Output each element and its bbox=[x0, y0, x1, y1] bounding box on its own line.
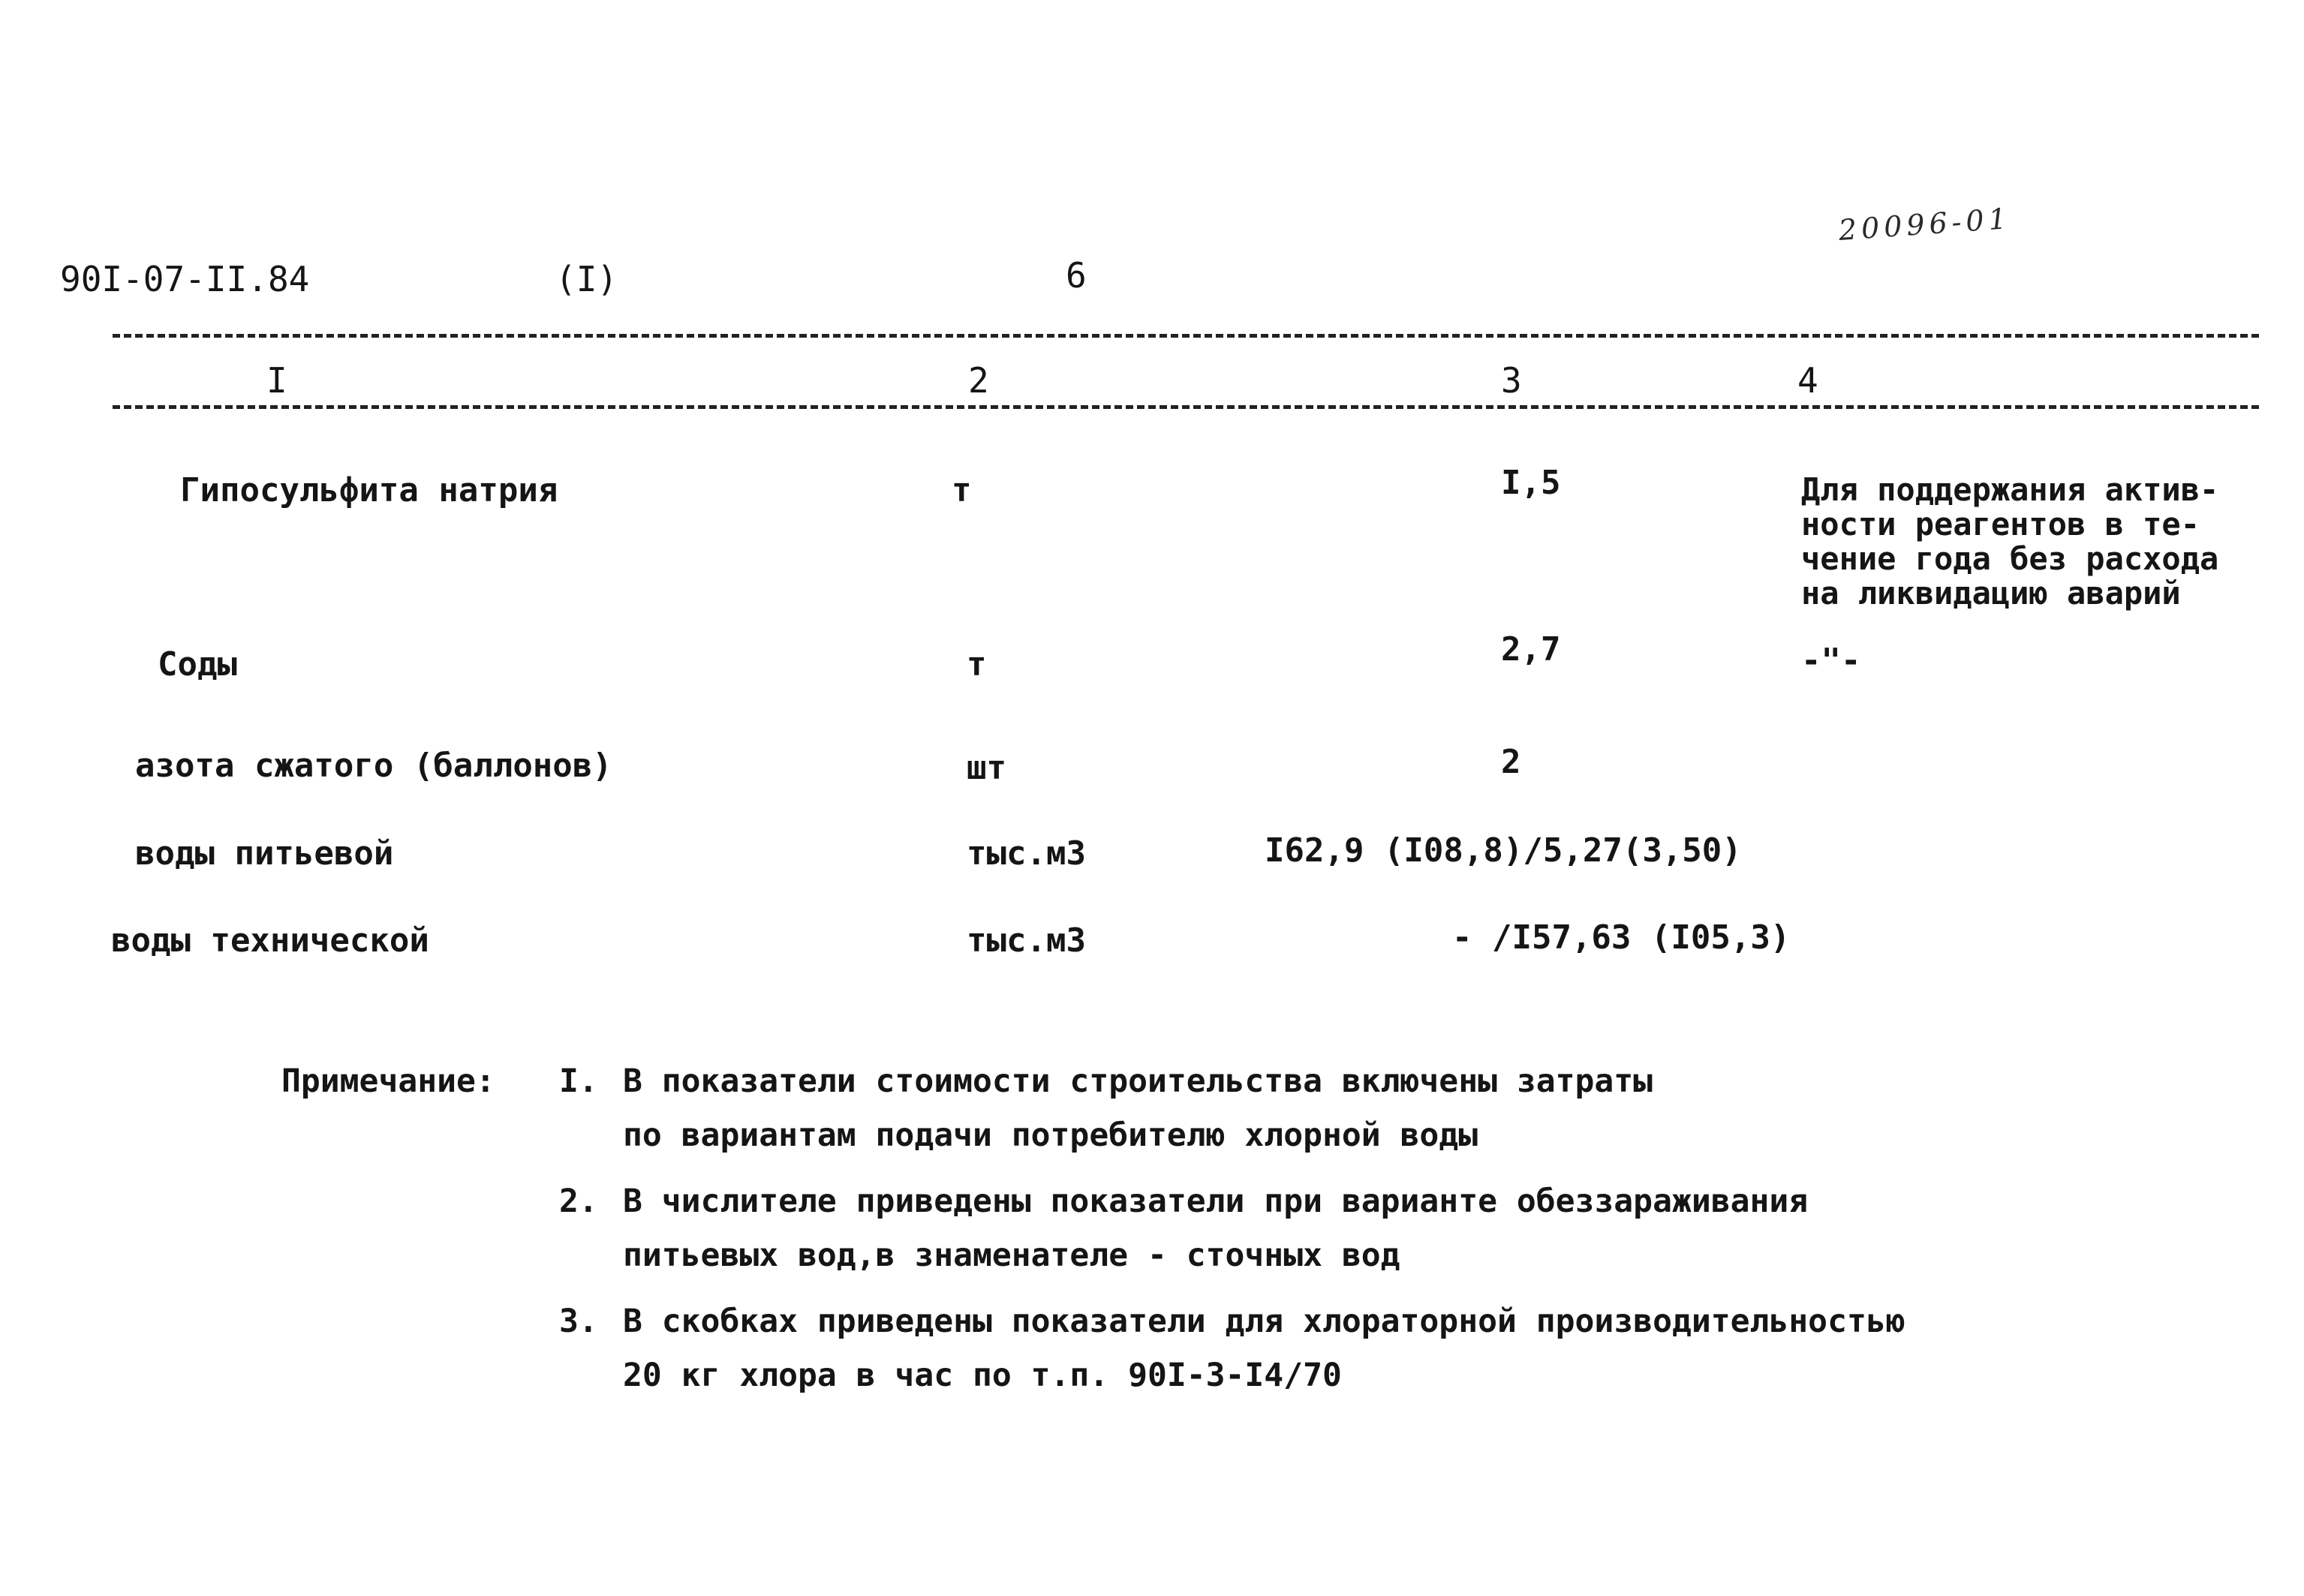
remark-line: на ликвидацию аварий bbox=[1801, 575, 2181, 612]
row-value: 2,7 bbox=[1501, 630, 1561, 669]
note-line: питьевых вод,в знаменателе - сточных вод bbox=[623, 1237, 1400, 1274]
column-number-2: 2 bbox=[968, 360, 989, 401]
row-value: 2 bbox=[1501, 743, 1521, 781]
row-remark bbox=[1801, 473, 2218, 611]
handwritten-stamp: 20096-01 bbox=[1837, 202, 2013, 247]
row-value: I,5 bbox=[1501, 464, 1561, 502]
row-name: азота сжатого (баллонов) bbox=[135, 747, 612, 785]
row-value: I62,9 (I08,8)/5,27(3,50) bbox=[1265, 831, 1742, 870]
note-number: 2. bbox=[559, 1183, 598, 1220]
document-code: 90I-07-II.84 bbox=[60, 259, 310, 299]
row-unit: т bbox=[952, 471, 972, 509]
note-line: В числителе приведены показатели при варианте обеззараживания bbox=[623, 1183, 1809, 1220]
column-number-3: 3 bbox=[1501, 360, 1522, 401]
remark-line: ности реагентов в те- bbox=[1801, 506, 2200, 543]
column-number-1: I bbox=[266, 360, 287, 401]
row-unit: шт bbox=[967, 749, 1006, 787]
section-number: (I) bbox=[555, 259, 618, 299]
row-unit: тыс.м3 bbox=[967, 834, 1086, 873]
row-name: воды питьевой bbox=[135, 834, 394, 873]
row-unit: т bbox=[967, 645, 987, 684]
row-unit: тыс.м3 bbox=[967, 921, 1086, 960]
notes-label: Примечание: bbox=[281, 1062, 495, 1100]
note-number: I. bbox=[559, 1062, 598, 1100]
note-line: по вариантам подачи потребителю хлорной воды bbox=[623, 1117, 1478, 1154]
row-value: - /I57,63 (I05,3) bbox=[1452, 918, 1791, 957]
page-number: 6 bbox=[1066, 255, 1087, 296]
row-remark-ditto: -"- bbox=[1801, 642, 1861, 680]
remark-line: чение года без расхода bbox=[1801, 540, 2219, 577]
note-line: В скобках приведены показатели для хлораторной производительностью bbox=[623, 1303, 1905, 1340]
note-number: 3. bbox=[559, 1303, 598, 1340]
row-name: Гипосульфита натрия bbox=[180, 471, 558, 509]
table-top-rule bbox=[113, 334, 2259, 338]
note-line: 20 кг хлора в час по т.п. 90I-3-I4/70 bbox=[623, 1357, 1342, 1394]
remark-line: Для поддержания актив- bbox=[1801, 471, 2219, 508]
row-name: воды технической bbox=[111, 921, 429, 960]
row-name: Соды bbox=[158, 645, 237, 684]
note-line: В показатели стоимости строительства включены затраты bbox=[623, 1062, 1653, 1100]
table-header-rule bbox=[113, 405, 2259, 409]
column-number-4: 4 bbox=[1797, 360, 1818, 401]
